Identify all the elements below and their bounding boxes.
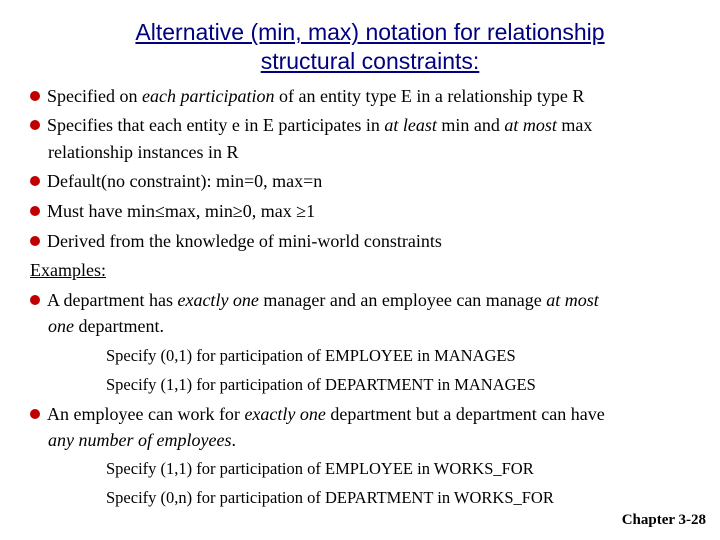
- bullet-dot-icon: [30, 176, 40, 186]
- slide-title-line-1: Alternative (min, max) notation for relationship: [135, 19, 605, 45]
- slide-title: [40, 18, 700, 76]
- bullet-item-specifies: [30, 114, 592, 136]
- bullet-text: Must have min≤max, min≥0, max ≥1: [47, 201, 316, 221]
- bullet-dot-icon: [30, 236, 40, 246]
- bullet-text: department.: [74, 316, 164, 336]
- bullet-text: Derived from the knowledge of mini-world constraints: [47, 231, 442, 251]
- example-item-manages: [30, 289, 599, 311]
- bullet-dot-icon: [30, 295, 40, 305]
- bullet-emphasis: any number of employees: [48, 430, 232, 450]
- bullet-text: A department has: [47, 290, 178, 310]
- bullet-emphasis: exactly one: [244, 404, 326, 424]
- bullet-emphasis: one: [48, 316, 74, 336]
- bullet-text: department but a department can have: [325, 404, 605, 424]
- bullet-item-specified: [30, 85, 584, 107]
- bullet-text: An employee can work for: [47, 404, 245, 424]
- bullet-dot-icon: [30, 120, 40, 130]
- bullet-item-must-have: [30, 200, 315, 222]
- bullet-continuation: relationship instances in R: [48, 142, 239, 162]
- bullet-text: Specifies that each entity e in E participates in: [47, 115, 385, 135]
- bullet-text: .: [231, 430, 236, 450]
- bullet-item-derived: [30, 230, 442, 252]
- bullet-text: of an entity type E in a relationship type R: [274, 86, 585, 106]
- example-sub-item: Specify (1,1) for participation of EMPLOYEE in WORKS_FOR: [106, 459, 534, 478]
- bullet-text: manager and an employee can manage: [258, 290, 547, 310]
- bullet-dot-icon: [30, 409, 40, 419]
- bullet-text: Specified on: [47, 86, 142, 106]
- bullet-emphasis: at least: [384, 115, 437, 135]
- example-sub-item: Specify (0,n) for participation of DEPARTMENT in WORKS_FOR: [106, 488, 554, 507]
- bullet-item-default: [30, 170, 322, 192]
- bullet-text: max: [556, 115, 593, 135]
- example-sub-item: Specify (1,1) for participation of DEPARTMENT in MANAGES: [106, 375, 536, 394]
- bullet-emphasis: at most: [504, 115, 557, 135]
- bullet-text: min and: [436, 115, 505, 135]
- bullet-text: Default(no constraint): min=0, max=n: [47, 171, 323, 191]
- example-item-works-for: [30, 403, 605, 425]
- example-sub-item: Specify (0,1) for participation of EMPLOYEE in MANAGES: [106, 346, 516, 365]
- bullet-dot-icon: [30, 206, 40, 216]
- example-continuation: [48, 429, 236, 451]
- bullet-dot-icon: [30, 91, 40, 101]
- bullet-emphasis: at most: [546, 290, 599, 310]
- example-continuation: [48, 315, 164, 337]
- bullet-emphasis: exactly one: [177, 290, 259, 310]
- examples-heading: Examples:: [30, 260, 106, 280]
- slide-footer: Chapter 3-28: [621, 512, 706, 528]
- slide-title-line-2: structural constraints:: [260, 48, 480, 74]
- bullet-emphasis: each participation: [141, 86, 275, 106]
